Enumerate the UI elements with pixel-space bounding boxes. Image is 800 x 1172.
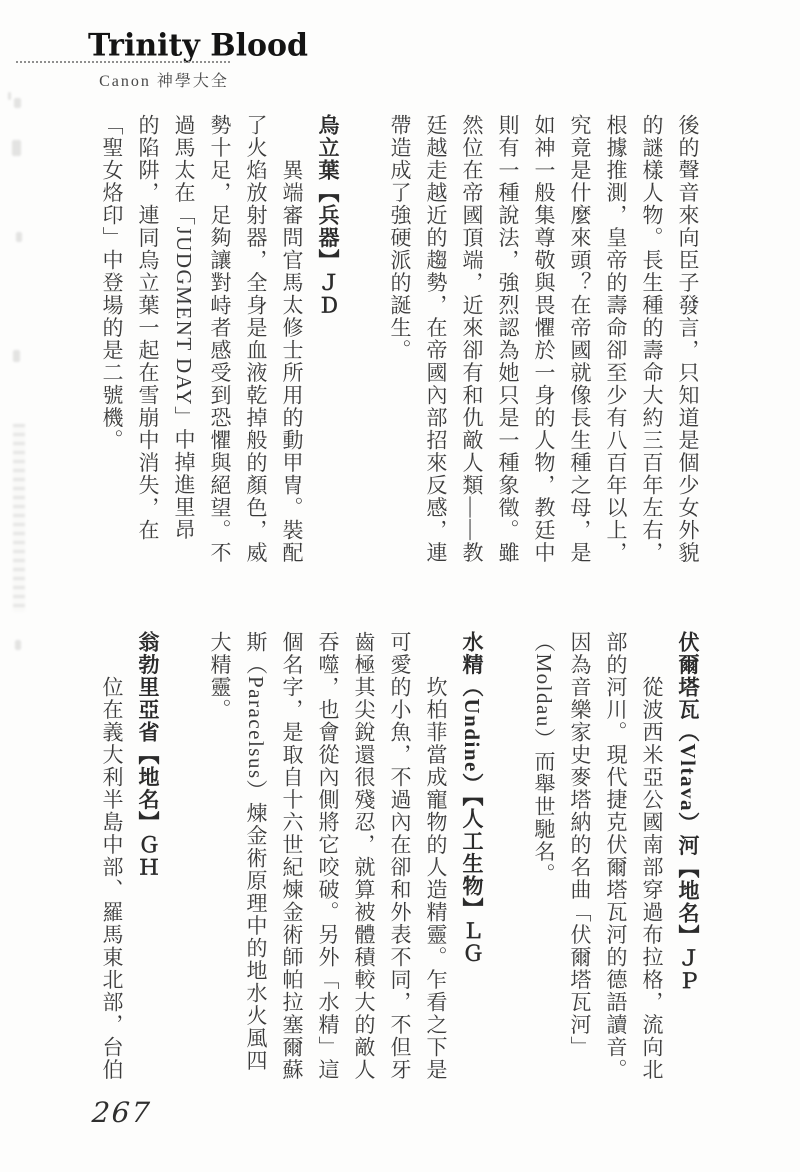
text-column: 個名字，是取自十六世紀煉金術師帕拉塞爾蘇 <box>280 631 304 1081</box>
book-logo: Trinity Blood <box>88 27 309 64</box>
text-column: 異端審問官馬太修士所用的動甲冑。裝配 <box>280 159 304 564</box>
text-column: 坎柏菲當成寵物的人造精靈。乍看之下是 <box>424 676 448 1081</box>
text-column: 的謎樣人物。長生種的壽命大約三百年左右， <box>640 114 664 564</box>
text-column: 則有一種說法，強烈認為她只是一種象徵。雖 <box>496 114 520 564</box>
text-column: 廷越走越近的趨勢，在帝國內部招來反感，連 <box>424 114 448 564</box>
glossary-text-block-bottom <box>94 631 706 1091</box>
scan-artifact <box>16 232 22 242</box>
text-column: 大精靈。 <box>208 631 232 721</box>
text-column: 根據推測，皇帝的壽命卻至少有八百年以上， <box>604 114 628 564</box>
glossary-text-block-top <box>94 114 706 596</box>
text-column: 齒極其尖銳還很殘忍，就算被體積較大的敵人 <box>352 631 376 1081</box>
entry-heading-uriel: 烏立葉【兵器】ＪＤ <box>316 114 340 317</box>
text-column: 「聖女烙印」中登場的是二號機。 <box>100 114 124 452</box>
page-number: 267 <box>90 1096 153 1129</box>
text-column: 因為音樂家史麥塔納的名曲「伏爾塔瓦河」 <box>568 631 592 1059</box>
text-column: 如神一般集尊敬與畏懼於一身的人物，教廷中 <box>532 114 556 564</box>
text-column: 可愛的小魚，不過內在卻和外表不同，不但牙 <box>388 631 412 1081</box>
scan-artifact <box>15 640 21 650</box>
text-column: 從波西米亞公國南部穿過布拉格，流向北 <box>640 676 664 1081</box>
text-column: 過馬太在「JUDGMENT DAY」中掉進里昂 <box>172 114 196 542</box>
text-column: 部的河川。現代捷克伏爾塔瓦河的德語讀音。 <box>604 631 628 1081</box>
scan-artifact <box>13 424 25 612</box>
text-column: 然位在帝國頂端，近來卻有和仇敵人類——教 <box>460 114 484 564</box>
scan-artifact <box>12 140 21 156</box>
text-column: 後的聲音來向臣子發言，只知道是個少女外貌 <box>676 114 700 564</box>
scan-artifact <box>8 92 11 100</box>
entry-heading-umbria: 翁勃里亞省【地名】ＧＨ <box>136 631 160 879</box>
book-subtitle: Canon 神學大全 <box>99 73 229 90</box>
entry-heading-undine: 水精（Undine）【人工生物】ＬＧ <box>460 631 484 965</box>
text-column: 的陷阱，連同烏立葉一起在雪崩中消失，在 <box>136 114 160 542</box>
text-column: 位在義大利半島中部、羅馬東北部，台伯 <box>100 676 124 1081</box>
text-column: （Moldau）而舉世馳名。 <box>532 631 556 886</box>
text-column: 吞噬，也會從內側將它咬破。另外「水精」這 <box>316 631 340 1081</box>
text-column: 斯（Paracelsus）煉金術原理中的地水火風四 <box>244 631 268 1073</box>
text-column: 帶造成了強硬派的誕生。 <box>388 114 412 362</box>
entry-heading-vltava: 伏爾塔瓦（Vltava）河【地名】ＪＰ <box>676 631 700 992</box>
dotted-divider <box>16 61 230 63</box>
text-column: 究竟是什麼來頭？在帝國就像長生種之母，是 <box>568 114 592 564</box>
scan-artifact <box>14 98 21 108</box>
text-column: 了火焰放射器，全身是血液乾掉般的顏色，威 <box>244 114 268 564</box>
text-column: 勢十足，足夠讓對峙者感受到恐懼與絕望。不 <box>208 114 232 564</box>
scan-artifact <box>13 350 20 362</box>
